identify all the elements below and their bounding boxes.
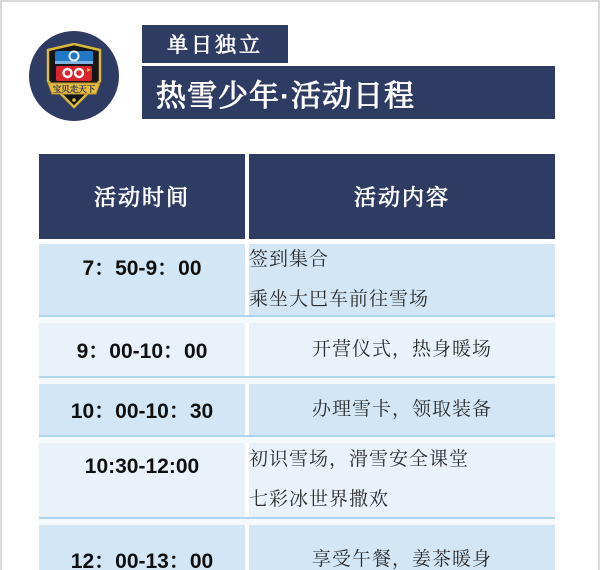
table-row [39, 384, 555, 435]
tag-label: 单日独立 [167, 34, 263, 57]
content-line: 初识雪场，滑雪安全课堂 [249, 449, 470, 470]
content-line: 开营仪式，热身暖场 [311, 338, 492, 360]
column-header-content: 活动内容 [249, 154, 555, 239]
content-line: 乘坐大巴车前往雪场 [249, 288, 430, 310]
content-cell [249, 323, 555, 376]
page-title: 热雪少年·活动日程 [156, 79, 415, 113]
content-line: 享受午餐，姜茶暖身 [311, 549, 492, 570]
content-line: 办理雪卡，领取装备 [311, 398, 492, 420]
table-row [39, 244, 555, 315]
content-cell [249, 244, 555, 315]
tag-badge [142, 25, 288, 63]
table-row [39, 525, 555, 570]
shield-icon [45, 43, 103, 109]
content-cell [249, 384, 555, 435]
time-cell: 12：00-13：00 [39, 525, 245, 570]
column-header-time: 活动时间 [39, 154, 245, 239]
content-cell [249, 525, 555, 570]
table-row [39, 443, 555, 517]
row-separator [39, 376, 555, 384]
time-cell: 10：00-10：30 [39, 384, 245, 435]
time-cell: 10:30-12:00 [39, 443, 245, 517]
brand-logo [29, 31, 119, 121]
time-cell: 9：00-10：00 [39, 323, 245, 376]
logo-banner-label: 宝贝走天下 [52, 84, 96, 94]
table-row [39, 323, 555, 376]
title-bar [142, 66, 555, 119]
schedule-table [39, 154, 555, 570]
content-cell [249, 443, 555, 517]
content-line: 签到集合 [249, 248, 330, 270]
table-header-row [39, 154, 555, 239]
content-line: 七彩冰世界撒欢 [249, 489, 390, 510]
time-cell: 7：50-9：00 [39, 244, 245, 315]
